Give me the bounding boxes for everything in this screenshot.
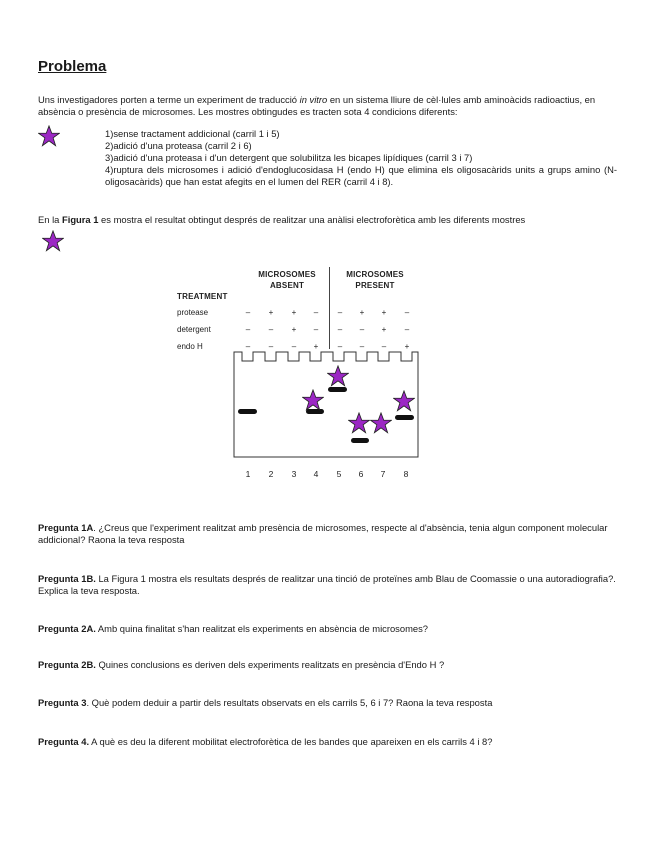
sign: + xyxy=(381,308,387,317)
header-absent: MICROSOMES ABSENT xyxy=(258,270,316,290)
star-icon xyxy=(327,365,349,387)
lane-number: 7 xyxy=(380,469,386,479)
sign: + xyxy=(381,325,387,334)
question-2b: Pregunta 2B. Quines conclusions es deriven dels experiments realitzats en presència d'Endo H ? xyxy=(38,659,445,670)
sign: + xyxy=(291,308,297,317)
sign: + xyxy=(359,308,365,317)
page-title: Problema xyxy=(38,58,107,75)
question-4: Pregunta 4. A què es deu la diferent mobilitat electroforètica de les bandes que apareixen en els carrils 4 i 8? xyxy=(38,736,493,747)
band-lane-8 xyxy=(395,415,414,420)
lane-number: 1 xyxy=(245,469,251,479)
band-lane-1 xyxy=(238,409,257,414)
lane-number: 6 xyxy=(358,469,364,479)
condition-item: 1)sense tractament addicional (carril 1 i 5) xyxy=(105,128,280,139)
star-icon xyxy=(302,389,324,411)
gel-outline xyxy=(230,346,422,458)
sign: – xyxy=(381,342,387,351)
sign: – xyxy=(313,325,319,334)
band-lane-6 xyxy=(351,438,369,443)
sign: – xyxy=(268,325,274,334)
sign: – xyxy=(337,342,343,351)
question-1a: Pregunta 1A. ¿Creus que l'experiment realitzat amb presència de microsomes, respecte al d'absència, tenia algun component molecular addicional? Raona la teva resposta xyxy=(38,522,608,545)
sign: + xyxy=(268,308,274,317)
question-3: Pregunta 3. Què podem deduir a partir dels resultats observats en els carrils 5, 6 i 7? Raona la teva resposta xyxy=(38,697,493,708)
band-lane-5 xyxy=(328,387,347,392)
star-icon xyxy=(393,390,415,412)
sign: – xyxy=(291,342,297,351)
sign: – xyxy=(313,308,319,317)
sign: – xyxy=(245,342,251,351)
star-icon xyxy=(348,412,370,434)
condition-item: 4)ruptura dels microsomes i adició d'endoglucosidasa H (endo H) que elimina els oligosacàrids units a grups amino (N-oligosacàrids) que han estat afegits en el lumen del RER (carril 4 i 8). xyxy=(105,164,617,187)
lane-number: 3 xyxy=(291,469,297,479)
condition-item: 2)adició d'una proteasa (carril 2 i 6) xyxy=(105,140,252,151)
header-present: MICROSOMES PRESENT xyxy=(346,270,404,290)
treatment-label: TREATMENT xyxy=(177,292,228,301)
sign: – xyxy=(359,342,365,351)
sign: – xyxy=(404,325,410,334)
header-divider xyxy=(329,267,330,349)
star-icon xyxy=(38,125,60,147)
condition-item: 3)adició d'una proteasa i d'un detergent que solubilitza les bicapes lipídiques (carril 3 i 7) xyxy=(105,152,473,163)
lane-number: 4 xyxy=(313,469,319,479)
sign: – xyxy=(245,308,251,317)
sign: – xyxy=(337,308,343,317)
star-icon xyxy=(42,230,64,252)
sign: – xyxy=(245,325,251,334)
lane-number: 5 xyxy=(336,469,342,479)
star-icon xyxy=(370,412,392,434)
sign: – xyxy=(404,308,410,317)
conditions-list xyxy=(105,128,617,188)
question-1b: Pregunta 1B. La Figura 1 mostra els resultats després de realitzar una tinció de proteïnes amb Blau de Coomassie o una autoradiografia?. Explica la teva resposta. xyxy=(38,573,616,596)
sign: + xyxy=(313,342,319,351)
lane-number: 8 xyxy=(403,469,409,479)
row-label-protease: protease xyxy=(177,308,209,317)
sign: – xyxy=(359,325,365,334)
lane-number: 2 xyxy=(268,469,274,479)
band-lane-4 xyxy=(306,409,324,414)
row-label-detergent: detergent xyxy=(177,325,211,334)
row-label-endoh: endo H xyxy=(177,342,203,351)
figure-caption: En la Figura 1 es mostra el resultat obtingut després de realitzar una anàlisi electroforètica amb les diferents mostres xyxy=(38,214,526,225)
intro-paragraph: Uns investigadores porten a terme un experiment de traducció in vitro en un sistema lliure de cèl·lules amb aminoàcids radioactius, en absència o presència de microsomes. Les mostres obtingudes es tracten sota 4 condicions diferents: xyxy=(38,94,596,117)
question-2a: Pregunta 2A. Amb quina finalitat s'han realitzat els experiments en absència de microsomes? xyxy=(38,623,429,634)
sign: – xyxy=(337,325,343,334)
sign: – xyxy=(268,342,274,351)
sign: + xyxy=(291,325,297,334)
sign: + xyxy=(404,342,410,351)
